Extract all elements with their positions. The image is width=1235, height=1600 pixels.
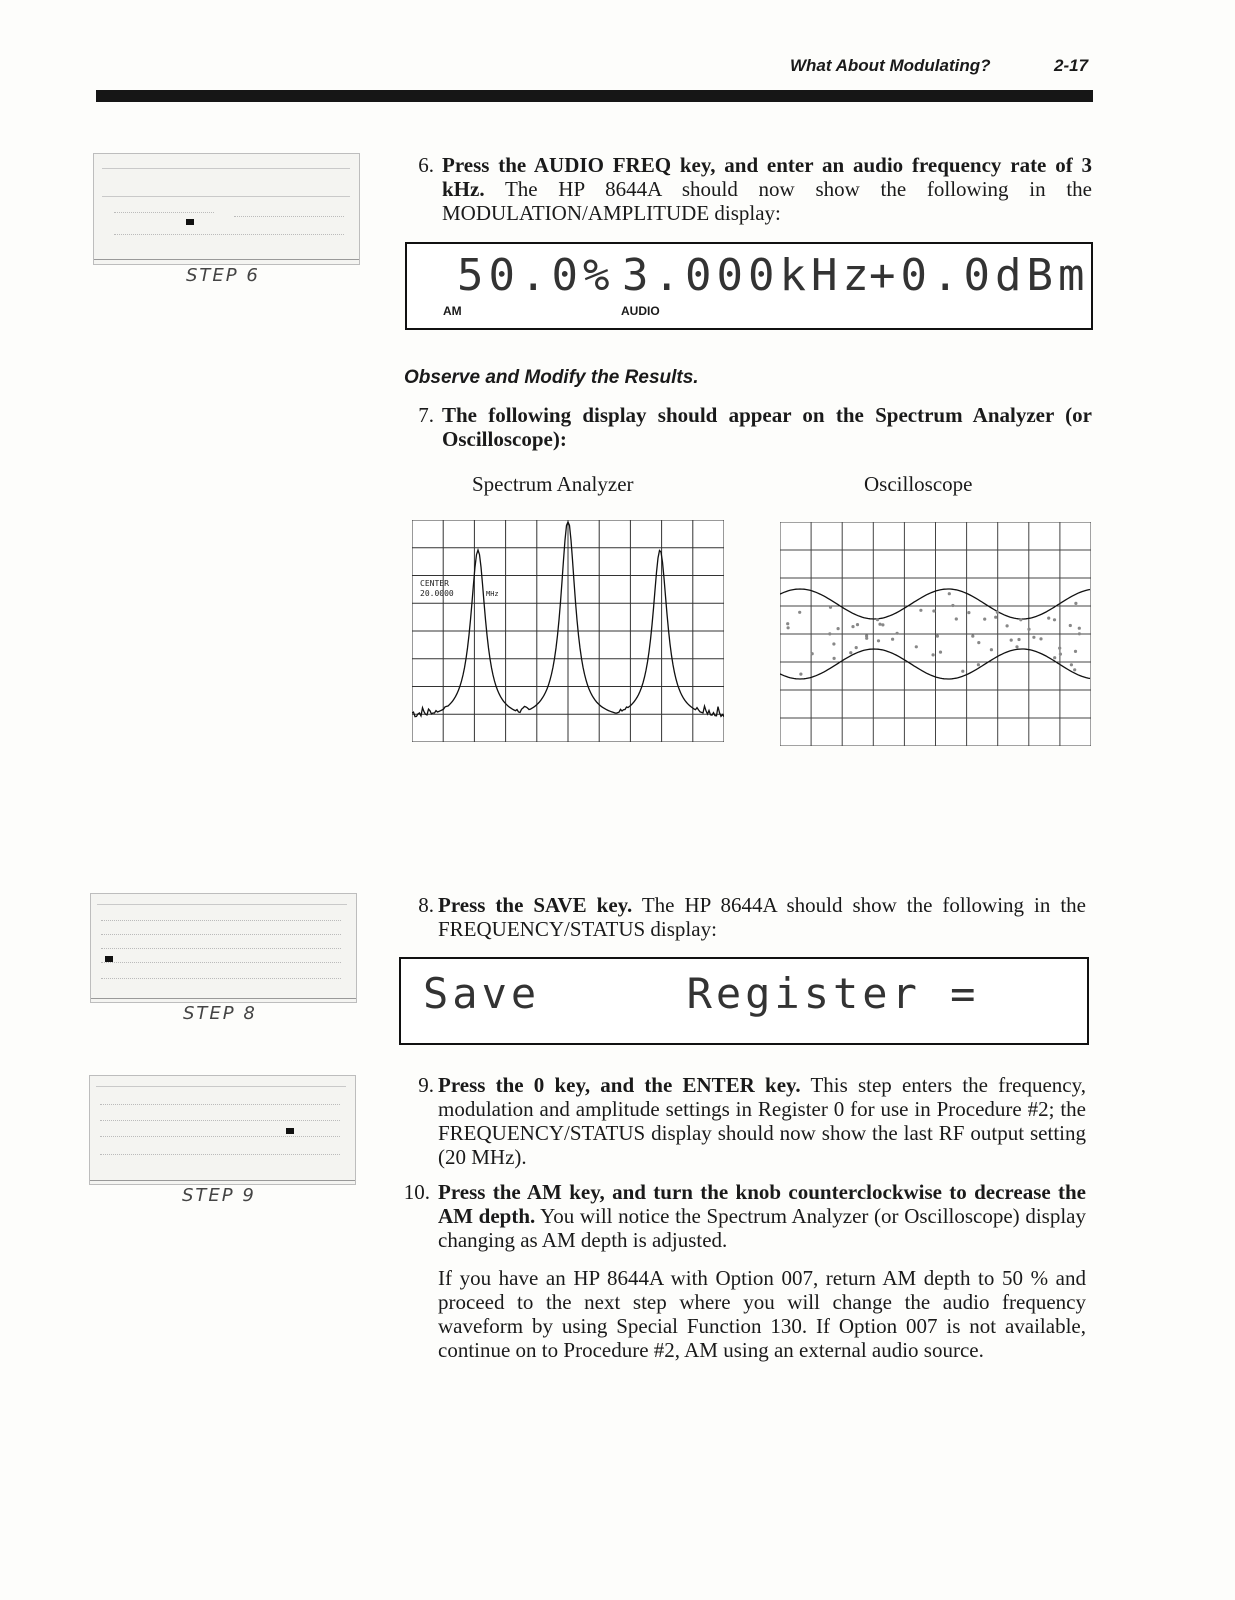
carrier-dot: [1039, 637, 1042, 640]
carrier-dot: [896, 632, 899, 635]
carrier-dot: [891, 638, 894, 641]
page-number: 2-17: [1054, 56, 1089, 75]
step-9-label: STEP 9: [182, 1185, 256, 1206]
running-header-title: What About Modulating?: [790, 56, 991, 75]
carrier-dot: [787, 626, 790, 629]
frequency-status-display: [399, 957, 1089, 1045]
center-unit: MHz: [486, 590, 499, 598]
carrier-dot: [1006, 624, 1009, 627]
carrier-dot: [1047, 617, 1050, 620]
spectrum-analyzer-graticule: [412, 520, 724, 742]
carrier-dot: [996, 611, 999, 614]
carrier-dot: [1017, 638, 1020, 641]
carrier-dot: [977, 641, 980, 644]
carrier-dot: [1074, 650, 1077, 653]
carrier-dot: [849, 651, 852, 654]
carrier-dot: [1032, 636, 1035, 639]
carrier-dot: [786, 622, 789, 625]
step-number: 8.: [418, 893, 434, 917]
audio-freq-readout: 3.000kHz: [622, 250, 874, 301]
carrier-dot: [1019, 618, 1022, 621]
oscilloscope-caption: Oscilloscope: [864, 472, 973, 496]
center-label: CENTER: [420, 579, 449, 588]
step-8-label: STEP 8: [183, 1003, 257, 1024]
carrier-dot: [1053, 656, 1056, 659]
carrier-dot: [983, 618, 986, 621]
carrier-dot: [1058, 647, 1061, 650]
carrier-dot: [833, 657, 836, 660]
carrier-dot: [1078, 632, 1081, 635]
carrier-dot: [932, 653, 935, 656]
carrier-dot: [1053, 618, 1056, 621]
carrier-dot: [939, 651, 942, 654]
step-6-label: STEP 6: [186, 265, 260, 286]
carrier-dot: [851, 625, 854, 628]
carrier-dot: [856, 623, 859, 626]
carrier-dot: [1073, 668, 1076, 671]
carrier-dot: [1074, 602, 1077, 605]
am-depth-readout: 50.0%: [457, 250, 615, 301]
carrier-dot: [878, 623, 881, 626]
carrier-dot: [1070, 663, 1073, 666]
carrier-dot: [1010, 639, 1013, 642]
carrier-dot: [961, 670, 964, 673]
header-rule: [96, 90, 1093, 102]
carrier-dot: [837, 627, 840, 630]
carrier-dot: [932, 609, 935, 612]
carrier-dot: [799, 673, 802, 676]
step-6-instruction: Press the AUDIO FREQ key, and enter an audio frequency rate of 3 kHz.: [442, 153, 1092, 201]
front-panel-thumbnail-step8: [90, 893, 357, 1003]
carrier-dot: [811, 652, 814, 655]
step-9-description: This step enters the frequency, modulation and amplitude settings in Register 0 for use in Procedure #2; the FREQUENCY/STATUS display should now show the last RF output setting (20 MHz).: [438, 1073, 1086, 1169]
carrier-dot: [948, 592, 951, 595]
carrier-dot: [798, 611, 801, 614]
center-value: 20.0000: [420, 589, 454, 598]
carrier-dot: [1059, 653, 1062, 656]
oscilloscope-graticule: [780, 522, 1091, 746]
carrier-dot: [977, 663, 980, 666]
step-9-instruction: Press the 0 key, and the ENTER key.: [438, 1073, 801, 1097]
carrier-dot: [951, 604, 954, 607]
audio-annunciator: AUDIO: [621, 304, 660, 318]
am-annunciator: AM: [443, 304, 462, 318]
carrier-dot: [829, 606, 832, 609]
step-10-instruction: Press the AM key, and turn the knob counterclockwise to decrease the AM depth.: [438, 1180, 1086, 1228]
carrier-dot: [990, 648, 993, 651]
spectrum-analyzer-caption: Spectrum Analyzer: [472, 472, 634, 496]
carrier-dot: [915, 645, 918, 648]
carrier-dot: [828, 632, 831, 635]
carrier-dot: [955, 617, 958, 620]
carrier-dot: [832, 642, 835, 645]
step-number: 6.: [418, 153, 434, 177]
step-number: 7.: [418, 403, 434, 427]
carrier-dot: [1069, 624, 1072, 627]
save-register-readout: Save Register =: [423, 969, 980, 1018]
step-10-description: You will notice the Spectrum Analyzer (or Oscilloscope) display changing as AM depth is adjusted.: [438, 1204, 1086, 1252]
step-8-description: The HP 8644A should show the following in the FREQUENCY/STATUS display:: [438, 893, 1086, 941]
carrier-dot: [936, 635, 939, 638]
carrier-dot: [1078, 627, 1081, 630]
step-10-note: If you have an HP 8644A with Option 007, return AM depth to 50 % and proceed to the next step where you will change the audio frequency waveform by using Special Function 130. If Option 007 is not available, continue on to Procedure #2, AM using an external audio source.: [438, 1266, 1086, 1362]
highlighted-key-marker: [186, 219, 194, 225]
amplitude-readout: +0.0dBm: [869, 250, 1090, 301]
modulation-amplitude-display: [405, 242, 1093, 330]
carrier-dot: [919, 609, 922, 612]
carrier-dot: [865, 637, 868, 640]
step-8-instruction: Press the SAVE key.: [438, 893, 633, 917]
carrier-dot: [855, 646, 858, 649]
step-6-description: The HP 8644A should now show the following in the MODULATION/AMPLITUDE display:: [442, 177, 1092, 225]
carrier-dot: [1027, 628, 1030, 631]
step-number: 10.: [403, 1180, 430, 1204]
highlighted-key-marker: [105, 956, 113, 962]
carrier-dot: [971, 635, 974, 638]
step-7-instruction: The following display should appear on the Spectrum Analyzer (or Oscilloscope):: [442, 403, 1092, 451]
carrier-dot: [1015, 645, 1018, 648]
carrier-dot: [994, 616, 997, 619]
front-panel-thumbnail-step6: [93, 153, 360, 265]
carrier-dot: [881, 623, 884, 626]
carrier-dot: [877, 639, 880, 642]
step-number: 9.: [418, 1073, 434, 1097]
highlighted-key-marker: [286, 1128, 294, 1134]
front-panel-thumbnail-step9: [89, 1075, 356, 1185]
carrier-dot: [876, 618, 879, 621]
carrier-dot: [967, 611, 970, 614]
section-heading: Observe and Modify the Results.: [404, 367, 699, 388]
